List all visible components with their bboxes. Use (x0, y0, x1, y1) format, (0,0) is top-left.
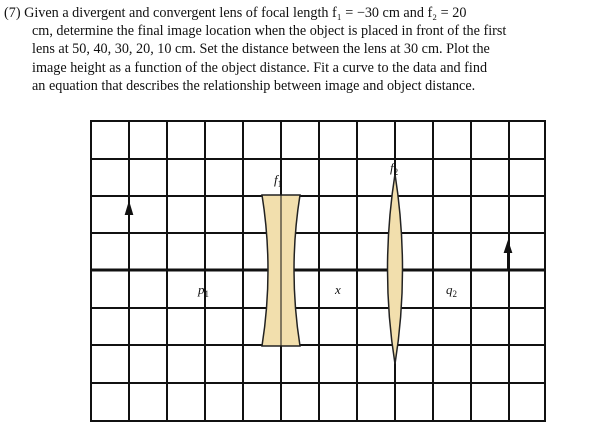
problem-line-2: cm, determine the final image location when the object is placed in front of the first (32, 23, 507, 40)
problem-line-3: lens at 50, 40, 30, 20, 10 cm. Set the distance between the lens at 30 cm. Plot the (32, 41, 490, 58)
problem-line-4: image height as a function of the object distance. Fit a curve to the data and find (32, 59, 488, 76)
problem-line-5: an equation that describes the relationship between image and object distance. (32, 77, 476, 94)
image-arrow (505, 243, 511, 270)
problem-line-1: (7) Given a divergent and convergent lens of focal length f₁ = −30 cm and f₂ = 20 (4, 5, 467, 21)
p1-label: $p_1$ (198, 282, 209, 299)
f2-label: $f_2$ (390, 160, 399, 177)
problem-number: (7) (4, 5, 21, 21)
convergent-lens (388, 174, 403, 364)
f1-label: $f_1$ (274, 172, 283, 189)
lens-diagram-svg (88, 118, 550, 424)
object-arrow (126, 204, 132, 270)
x-label: x (335, 282, 341, 297)
lens-diagram (88, 118, 550, 424)
problem-statement (4, 4, 605, 95)
q2-label: $q_2$ (446, 282, 457, 299)
